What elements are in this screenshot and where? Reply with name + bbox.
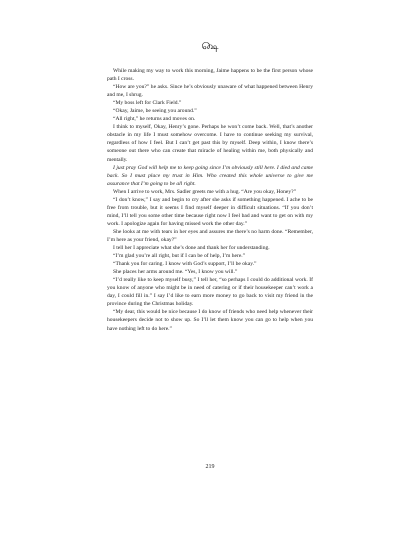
paragraph: “My boss left for Clark Field.” [113,100,182,107]
paragraph: She looks at me with tears in her eyes and assures me there’s no harm done. “Remember, I’m here as your friend, okay?” [107,228,313,243]
paragraph: I tell her I appreciate what she’s done and thank her for understanding. [113,245,270,252]
paragraph: “I’m glad you’re all right, but if I can be of help, I’m here.” [113,253,246,260]
paragraph: I just pray God will help me to keep going since I’m obviously still here. I died and came back. So I must place my trust in Him. Who created this whole universe to give me assurance that I’m going to be all right. [107,164,313,187]
paragraph: When I arrive to work, Mrs. Sadler greets me with a hug. “Are you okay, Honey?” [113,188,297,195]
paragraph: “How are you?” he asks. Since he’s obviously unaware of what happened between Henry and me, I shrug. [107,84,313,99]
page-number: 219 [205,464,215,470]
paragraph: “My dear, this would be nice because I do know of friends who need help whenever their housekeepers decide not to show up. So I’ll let them know you can go to help when you have nothing left to do here.” [107,309,313,332]
paragraph: She places her arms around me. “Yes, I know you will.” [113,269,238,276]
paragraph: “Thank you for caring. I know with God’s support, I’ll be okay.” [113,261,257,268]
paragraph: I think to myself, Okay, Henry’s gone. Perhaps he won’t come back. Well, that’s another obstacle in my life I must somehow overcome. I have to continue seeking my survival, regardless of how I feel. But I can’t get past this by myself. Deep within, I know there’s someone out there who can create that miracle of healing within me, both physically and mentally. [107,124,313,163]
paragraph: “All right,” he returns and moves on. [113,116,196,123]
paragraph: While making my way to work this morning, Jaime happens to be the first person whose path I cross. [107,68,313,83]
page-body-text [107,67,313,333]
ornament-icon: ௸ [201,40,219,52]
paragraph: “I’d really like to keep myself busy,” I tell her, “so perhaps I could do additional work. If you know of anyone who might be in need of catering or if their housekeeper can’t work a day, I could fill in.” I say I’d like to earn more money to go back to visit my friend in the province during the Christmas holiday. [107,277,313,308]
paragraph: “Okay, Jaime, be seeing you around.” [113,108,197,115]
paragraph: “I don’t know,” I say and begin to cry after she asks if something happened. I ache to be free from trouble, but it seems I find myself deeper in difficult situations. “If you don’t mind, I’ll tell you some other time because right now I feel bad and want to get on with my work. I apologize again for having missed work the other day.” [107,196,313,227]
